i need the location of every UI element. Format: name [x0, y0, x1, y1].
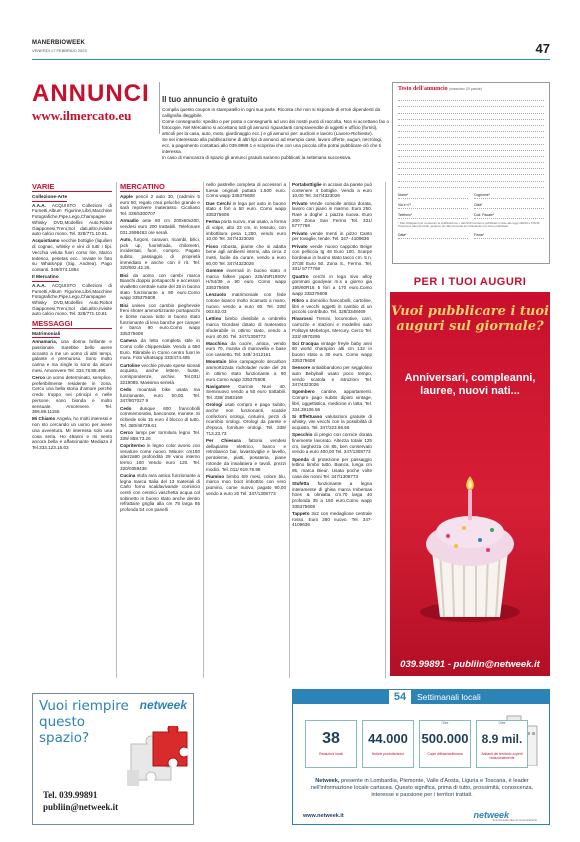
column-varie [32, 182, 112, 452]
ad-text: pencil 2 auto 30, (cadmini 5 euro 50; regalo crea peluche grande e sarà repolvere materasso. Cicoliano Tel. 328/5300707 [120, 194, 200, 217]
ad-lead: Macchina [206, 340, 227, 346]
classified-ad [292, 231, 372, 242]
phone-field[interactable]: Telefono* [398, 212, 468, 219]
ad-text: bike campagnolo decarbon ammortizzata rodrolader ruote del 26 in ottimo stato funzionante a 90 euro.Como wapp 335375608 [206, 359, 286, 382]
subsection-title: Collezione-Arte [32, 195, 68, 200]
greetings-contact[interactable]: 039.99891 - publiin@netweek.it [400, 659, 540, 670]
ads-list [206, 182, 286, 497]
ad-lead: Cartoline [120, 362, 140, 368]
ad-lead: Cerco [32, 374, 46, 380]
classified-ad [292, 389, 372, 412]
ad-text: usati compro e pago subito, anche non funzionanti, scatole confezioni orologi, cinturini, pezzi di ricambio orologi. Orologi da parete e d'epoca, forniture orologi. Tel. 339/ 713.23.73 [206, 402, 286, 436]
ad-text: fattoria vendesi dellapiante elettrico, banco e retrobanco bar, lavastoviglie e lavello, pentoleme, piatti, posateria, piane rotonde da insalatiera e tavoli, prezzi modici. Tel. 011/ 919.79.98 [206, 438, 286, 472]
ad-lead: A.A.A. [32, 202, 46, 208]
classified-ad [206, 359, 286, 382]
ad-lead: Privato [292, 200, 308, 206]
stat-label: Redazioni locali [319, 752, 343, 756]
netweek-stats-box [292, 689, 550, 825]
form-title-text: Testo dell'annuncio [398, 86, 448, 92]
ad-lead: Sci D'acqua [292, 340, 319, 346]
stat-value: 44.000 [368, 731, 408, 746]
ad-text: una donna brillante e passionale. Sarebbe bello avere accanto a me un uomo di altri tempi, galante e premuroso. Sono molto carina e ma single lo sono da alcuni mesi. Amorevere Tel. 334.76.88.496 [32, 339, 112, 373]
ad-text: 3x2 con medaglione centrale rosso. Euro 280 nuovo. Tel. 347- 4109636 [292, 510, 372, 528]
classified-ad [206, 474, 286, 497]
ad-text: mountain bike usata ma funzionante, euro 50,00. Tel. 347/807027 9 [120, 387, 200, 404]
classified-ad [32, 238, 112, 272]
date-field[interactable]: Data* [398, 232, 468, 239]
ad-lead: Cerco [120, 429, 134, 435]
ad-lead: Tappeto [292, 510, 310, 516]
ad-lead: Bici [120, 272, 129, 278]
netweek-url[interactable]: www.netweek.it [303, 813, 344, 819]
ad-lead: Due Cerchi [206, 200, 231, 206]
ad-text: vecchie bottiglie (liquilieri di cognac, whisky e vini di tutti i tipi. Vecchia veluta fuori corso lire, Marco tedesco, pesetas ecc.. Inviate le foto su WhatsApp (Sig. Andrea). Pago contanti. 349/074.1884 [32, 238, 112, 272]
classified-ad [32, 339, 112, 373]
ad-text: matrimoniale con fede cotone bianco molto ricamato a mano, nuovo, vendo a euro 60. Tel. 328/ 003.82.03 [206, 292, 286, 315]
greetings-title: PER I TUOI AUGURI [413, 276, 527, 288]
ad-lead: Copritermo [120, 442, 145, 448]
subsection-title: Il Mercatino [32, 275, 59, 281]
info-paragraph: Compila questo coupon in stampatello in ogni sua parte. Riconta che non si risponde di errori dipendenti da calligrafia illeggibile. [162, 107, 381, 118]
ad-text: unisex con cambio pieghevole freni shoter ammortizzante portapacchi e borse nuova tutto in buono stato funzionante di leva banche per camper e barca 90 euro.Como wapp 335375608 [120, 302, 201, 337]
column-divider [203, 182, 204, 678]
stat-prefix: Oltre [498, 721, 506, 725]
surname-field[interactable]: Cognome* [474, 192, 544, 199]
classified-ad [120, 218, 200, 235]
netweek-logo-bottom: netweek [473, 810, 509, 820]
classified-ad [292, 432, 372, 455]
ad-lead: Annamaria, [32, 339, 58, 345]
info-paragraph: Se sei interessato alla pubblicazione di altri tipi di annunci ad esempio case, lavoro offerte, auguri, necrologi, ecc. a pagamento contattaci allo 039.9989.1 e scoprirai che con una piccola cifra potrai pubblicare ciò che ti interessa. [162, 137, 383, 154]
stat-value: 38 [322, 730, 340, 747]
ad-text: in lega per auto in buono stato 4 fori a 50 euro. Como wapp 335375608 [206, 200, 286, 218]
netweek-description-body: presente in Lombardia, Piemonte, Valle d'Aosta, Liguria e Toscana, è leader nell'informazione locale cartacea. Questo significa, prima di tutto, prossimità, conoscenza, interesse e passione per i territori trattati. [310, 778, 534, 798]
ad-lead: Lettino [206, 316, 222, 322]
classified-ad [206, 244, 286, 267]
ad-text: nello pastrelle completa di accessori a tuesai originali puttata 1.500 euro. Como wapp 335375608 [206, 182, 286, 199]
ad-text: Angela, ho molti interessi e non sto cercando un uomo per avere una avventura. Mi interessa solo una cosa seria. Ho 49anni e mi sento ancora bella e affascinante Mediaza il Tel.333.123.15.63 [32, 416, 112, 450]
classified-ad [32, 416, 112, 450]
greetings-occasions: Anniversari, compleanni, lauree, nuovi nati... [404, 372, 536, 397]
stats-row [305, 720, 528, 768]
name-field[interactable]: Nome* [398, 192, 468, 199]
classified-ad [120, 387, 200, 404]
ad-text: porta nuovo, mai usato, a forma di volpe, alto 23 cm, in tessuto, con imbottitura pesa 1,250, vendo euro 10,00 Tel. 347/4323026 [206, 219, 287, 242]
ad-lead: Cedo [120, 387, 132, 392]
ad-lead: Specchio [292, 432, 313, 438]
free-ad-title: Il tuo annuncio è gratuito [162, 95, 258, 104]
ad-text: di protezione per passaggio lettino bimbo tutto. Bianca, lunga cm 95, marca Bieur. Usata poche volte casa dei nonni Tel. 347/1308773 [292, 456, 372, 479]
classified-ad [292, 341, 372, 364]
classified-ad [120, 237, 200, 271]
column-mercatino-2 [206, 182, 286, 498]
ad-text: lampi per tormitura legno Tel. 339/ 858.73.26 [120, 429, 201, 441]
ad-text: da uomo con cambi marca Bianchi doppio portapacchi e accessori vivalletto centrale ruote del 28 in buono stato funzionante a 90 euro.Como wapp 335375608 [120, 272, 200, 301]
classified-ad [120, 273, 200, 302]
ad-lead: Privato [292, 243, 308, 249]
classified-ad [206, 292, 286, 315]
classified-ad [206, 438, 286, 472]
classified-ad [120, 303, 200, 337]
ad-lead: Cedo [120, 405, 132, 411]
ad-lead: Cucina [120, 472, 136, 478]
ad-lead: Navigatore [206, 383, 230, 389]
ad-text: dunque 600 francobolli commemorativi, banconote, monete. Si richiede solo 15 euro il blocco di tutto. Tel. 380/46739.61 [120, 405, 200, 428]
page-number: 47 [535, 41, 550, 56]
classified-ad [120, 194, 200, 217]
ad-text: cerchi in lega sivo alloy gommati goodyear m.s a giorno gia 195/60R16 5 fori a 170 euro.Como wapp 335375608 [292, 273, 372, 296]
ad-text: ante 80 cm 200x60x200, vendesi euro 200 trattabili. Telefonare 031.2698463 ore serali. [120, 218, 200, 235]
stat-card [305, 720, 357, 768]
section-title-messaggi: MESSAGGI [32, 319, 112, 329]
publication-date: VENERDÌ 17 FEBBRAIO 2023 [32, 48, 87, 53]
stat-prefix: Oltre [441, 721, 449, 725]
ad-lead: Si Effettuano [292, 413, 323, 419]
classified-ad [206, 201, 286, 218]
ad-lead: Per Chiesura [206, 438, 241, 444]
ad-lead: A.A.A. [32, 282, 46, 288]
greetings-banner[interactable] [390, 292, 550, 676]
classified-ad [206, 402, 286, 436]
classified-ad [292, 511, 372, 528]
ads-list [120, 194, 200, 513]
netweek-logo: netweek [139, 698, 187, 712]
netweek-name: Netweek, [315, 778, 340, 784]
greetings-ad [390, 276, 550, 678]
ad-lead: Portabottiglie [292, 182, 322, 187]
classified-ad [32, 203, 112, 237]
ad-lead: Bici [120, 302, 129, 308]
ad-text: antiabbandono per seggiolino auto Bebyball usato poco tempo, vendo scatola e istruzioni Tel. 347/4323026 [292, 365, 373, 388]
classified-ad [292, 298, 372, 315]
classified-ad [292, 182, 372, 199]
ad-text: Garmin Nuvi 40. Seminuovo vendo a 50 euro trattabili. Tel. 338/ 2583169 [206, 383, 286, 401]
classified-ad [292, 481, 372, 510]
form-title [398, 86, 544, 92]
section-title-varie: VARIE [32, 182, 112, 192]
personal-fields [398, 192, 544, 219]
ad-text: a domicilio francobolli, cartoline, libri e vecchi oggetti in cambio di un piccolo contributo. Tel. 328/3348469 [292, 297, 373, 315]
classified-ad [120, 473, 200, 513]
advertise-headline: Vuoi riempire questo spazio? [39, 698, 129, 746]
classified-ad [120, 363, 200, 386]
classified-ad [120, 338, 200, 361]
ad-text: invernali in buono stato 4 marca falken japan 225/45R19S0V H/S4/39 a 90 euro Como wapp 335375608 [206, 267, 287, 290]
ad-text: vende menti in pizzo Canto per tovaglie, tende. Tel. 347- 4109636 [292, 230, 372, 242]
ad-lead: Ritiro [292, 297, 304, 303]
ad-lead: Fisso [206, 243, 218, 249]
ad-lead: Lenzuolo [206, 292, 227, 298]
ad-text: stufa rara antica funzionante a legna marca Italia del 13 materiali di Carlo forno scaldavivande comincio centri con centrici vaschetta acqua col sobinetto in buono stato anche dentro refrattaire griglia alla cm 78 larga 85 profonda 54 con panelli [120, 472, 200, 513]
ad-text: ACQUISTO Collezioni di Fumetti,Album Figurine,Libri,Macchine Fotografiche,Pipe,Lego,Champagne Whisky DVD,Modellini Auto,Robot Giapponesi,Treni,Sol dati,altro,rivisite auto calcio mono. Tel. 328/771.10.81. [32, 202, 112, 237]
weekly-count: 54 [389, 690, 411, 704]
city-field[interactable]: Città* [474, 202, 544, 209]
ad-coupon-form [392, 82, 550, 264]
ad-text: Vende consolle antica dorata, lavoro con piano in marmo. Euro 250. Rare a doghe 1 piazza nuova. Euro 200 Zona San Fermo Tel. 331/ 5777768 [292, 200, 372, 229]
puzzle-icon [125, 726, 191, 788]
ad-lead: Privato [292, 230, 308, 236]
classified-ad [206, 182, 286, 199]
ads-list [292, 182, 372, 528]
tax-code-field[interactable]: Cod. Fiscale* [474, 212, 544, 219]
advertise-here-box[interactable] [32, 693, 194, 825]
stat-value: 8.9 mil. [481, 732, 523, 746]
advertise-email[interactable]: publiin@netweek.it [43, 802, 119, 812]
ad-lead: Mi Chiamo [32, 416, 56, 422]
classified-ad [32, 375, 112, 415]
address-field[interactable]: Via e n°* [398, 202, 468, 209]
ad-lead: Piumino [206, 473, 225, 479]
stat-card [419, 720, 471, 768]
ad-text: da letto completa stile in Como colle chippendale. Vendo a 650 Euro. Ritirabile in Como centro fuori le mura. Foto whatsapp 333/474.485 [120, 338, 200, 361]
ad-text: vecchie private spese sionati acquisto, anche lettere, buste, corrispondenze, archivi. Tel.031/ 3219085. Massima serietà. [120, 362, 200, 385]
info-paragraph: In caso di mancanza di spazio gli annunci gratuiti saranno pubblicati la settimana successiva. [162, 155, 352, 160]
classified-ad [292, 201, 372, 230]
ad-text: in legno color avorio con venature come nuovo. Misure: cm180 altezza90 profondità 29 vano interno termo 100 Vendo euro 120. Tel. 320/0359436 [120, 442, 200, 471]
form-title-note: (massimo 20 parole) [449, 87, 482, 91]
stat-value: 500.000 [421, 731, 469, 746]
ad-text: furgoni, caravan, ricambi, bilici, pick up, fuoristrada, chilometri, incidentati, fuori, compro. Pagato subito, passaggio di proprietà immediato e anche con il rit. Tel. 320/502.42.26. [120, 236, 201, 271]
classified-ad [292, 457, 372, 480]
ad-text: vende nuovo cappotto Beige con pelliccia tg 48 Euro 100. Scarpe bordeaux in buono stato tacco cm. 5 n. 37/38 Euro 50. Zona S., Fermo. Tel. 331/ 5777768 [292, 243, 373, 272]
privacy-note: * Dati obbligatori per consentire la pubblicazione. I dati NON verranno pubblicati in base alle leggi 196/03 e 679/16. Protezione dati personali, gestione dei dati personali del richiedente non viene pubblicato. [398, 220, 541, 229]
stats-header-bar [293, 690, 549, 704]
stat-label: Copie diffuse/settimana [427, 752, 463, 756]
free-ad-info [162, 95, 390, 161]
ad-lead: Camera [120, 338, 137, 344]
annunci-title: ANNUNCI [32, 80, 150, 107]
netweek-tagline: la forza delle idee di comunicazione [492, 818, 537, 822]
ad-lead: Sponda [292, 456, 309, 462]
classified-ad [32, 283, 112, 317]
info-paragraph: Come consegnarlo: spedito o per posta o consegnarlo ad uno dei nostri punti di raccolta. Non si accettano fax o fotocopie. Nel Mercatino si accettano tutti gli annunci riguardanti compravendite di oggetti e ufficio (forniti), articoli per la casa, auto, moto, giardinaggio ecc.) e gli annunci per: auclioni e lavoro (Lavoro-Richieste). [162, 119, 390, 136]
classified-ad [292, 414, 372, 431]
stat-card [476, 720, 528, 768]
column-divider [116, 182, 117, 678]
column-divider [289, 182, 290, 678]
ad-lead: Acquistiamo [32, 238, 60, 244]
classified-ad [120, 406, 200, 429]
ad-lead: Sgombero [292, 389, 315, 395]
classified-ad [292, 244, 372, 273]
stat-label: Notizie prodotte/anno [371, 752, 405, 756]
page-header [32, 40, 550, 60]
ad-lead: Rivarossi [292, 316, 313, 322]
text-line[interactable] [398, 182, 544, 188]
column-mercatino-3 [292, 182, 372, 530]
ad-text: in acciaio da parete può contenere 4 bottiglie. Vendo a euro 10,00 Tel. 347/4323026 [292, 182, 372, 199]
classified-ad [292, 365, 372, 388]
ad-lead: Armadio [120, 218, 139, 224]
ad-lead: Quattro [292, 273, 309, 279]
netweek-description [305, 778, 539, 799]
column-mercatino-1 [120, 182, 200, 514]
ad-text: bimbo divisibile a ombrello marca Giordani dotato di materasso sfoderabile in ottimo stato, vendo a euro 40,00. Tel. 347/1308773 [206, 316, 287, 339]
ad-text: bimbo 6/9 mesi, colore blu, marca moo boot imbottito con vero piumino, come nuovo, pagato 90,00 vendo a euro 20 Tel. 347/1308773 [206, 473, 286, 496]
classified-ad [206, 384, 286, 401]
ad-lead: Ferma [206, 219, 220, 225]
ad-text: funzionante a legna interamente di ghisa marca Imbersas hoes & olmiatta cm.70 larga 40 profonda 35 a 150 euro.Como wapp 335375608 [292, 480, 372, 509]
classified-ad [292, 316, 372, 339]
ad-text-lines[interactable] [398, 95, 544, 188]
classified-ad [120, 443, 200, 472]
subsection-title: Matrimoniali [32, 331, 61, 337]
stat-label: Abitanti del territorio coperti redazionalmente [481, 752, 523, 760]
section-title-mercatino: MERCATINO [120, 182, 200, 192]
classified-ad [206, 316, 286, 339]
signature-field[interactable]: Firma* [474, 232, 544, 239]
greetings-script-text: Vuoi pubblicare i tuoi auguri sul giornale? [391, 304, 549, 334]
ad-text: da cucire, antica, vendo euro 70, munita di manovella e base con cassetto. Tel. 349/ 3412161 [206, 340, 286, 358]
ad-text: valutazioni gratuite di whisky, vini vecchi con la possibilità di acquisto. Tel. 347/223.86.66 [292, 413, 373, 431]
column-divider [385, 182, 386, 678]
stat-card [362, 720, 414, 768]
ad-lead: Sensore [292, 365, 311, 371]
classified-ad [206, 268, 286, 291]
ad-text: cantine, appartamenti. Compro pago subito dipinti vintage, libri, oggettistica, medicine in latta. Tel. 334.39106.56 [292, 389, 372, 412]
advertise-phone[interactable]: Tel. 039.99891 [43, 790, 98, 800]
ad-lead: Orologi [206, 402, 223, 408]
publication-name: MANERBIOWEEK [32, 40, 86, 46]
classified-ad [206, 341, 286, 358]
ad-lead: Gomme [206, 267, 224, 273]
ad-lead: Mountain [206, 359, 227, 365]
cupcake-icon [418, 432, 522, 642]
classified-ad [206, 219, 286, 242]
classified-ad [120, 430, 200, 441]
ad-text: di pregio con cornice dorata finemente lavorato. Altezza totale 125 cm, larghezza cm 85, ben conservato vendo a euro 400,00 Tel. 347/1308773 [292, 432, 372, 455]
ad-text: robusta, piante che si adatta bene agli ambienti interni, alta circa 2 metri, facile da curare, vendo a euro 80,00 Tel. 347/4323026 [206, 243, 286, 266]
classified-ad [292, 274, 372, 297]
ad-text: vintage freyle baby anni 60 world champion alti cm 132 in buono stato a 30 euro. Como wapp 335375608 [292, 340, 373, 363]
ad-lead: Stufetta [292, 480, 310, 486]
ad-lead: Auto, [120, 236, 132, 242]
weekly-label: Settimanali locali [417, 692, 481, 702]
ad-lead: Apple [120, 194, 133, 199]
annunci-banner [32, 82, 160, 134]
signature-fields [398, 232, 544, 239]
ad-text: ACQUISTO Collezioni di Fumetti,Album Figurine,Libri,Macchine Fotografiche,Pipe,Lego,Champagne Whisky DVD,Modellini Auto,Robot Giapponesi,Treni,Sol dati,altro,rivisite auto calcio mono. Tel. 328/771.10.81 [32, 282, 112, 317]
ad-text: Trenini, locomotive, carri, carrozze e stazioni e modellini auto Politoys Mebetoys, Mercury. Cerco Tel. 333/ 8970295 [292, 316, 372, 339]
ad-text: un uomo determinato, semplice, preferibilmente residente in zona. Cerco una bella storia d'amore perché credo troppo nei principi e nelle persone, sono bionda e molto sensuale. Amorevere. Tel. 366.89.11155 [32, 374, 112, 415]
annunci-url[interactable]: www.ilmercato.eu [32, 108, 132, 123]
